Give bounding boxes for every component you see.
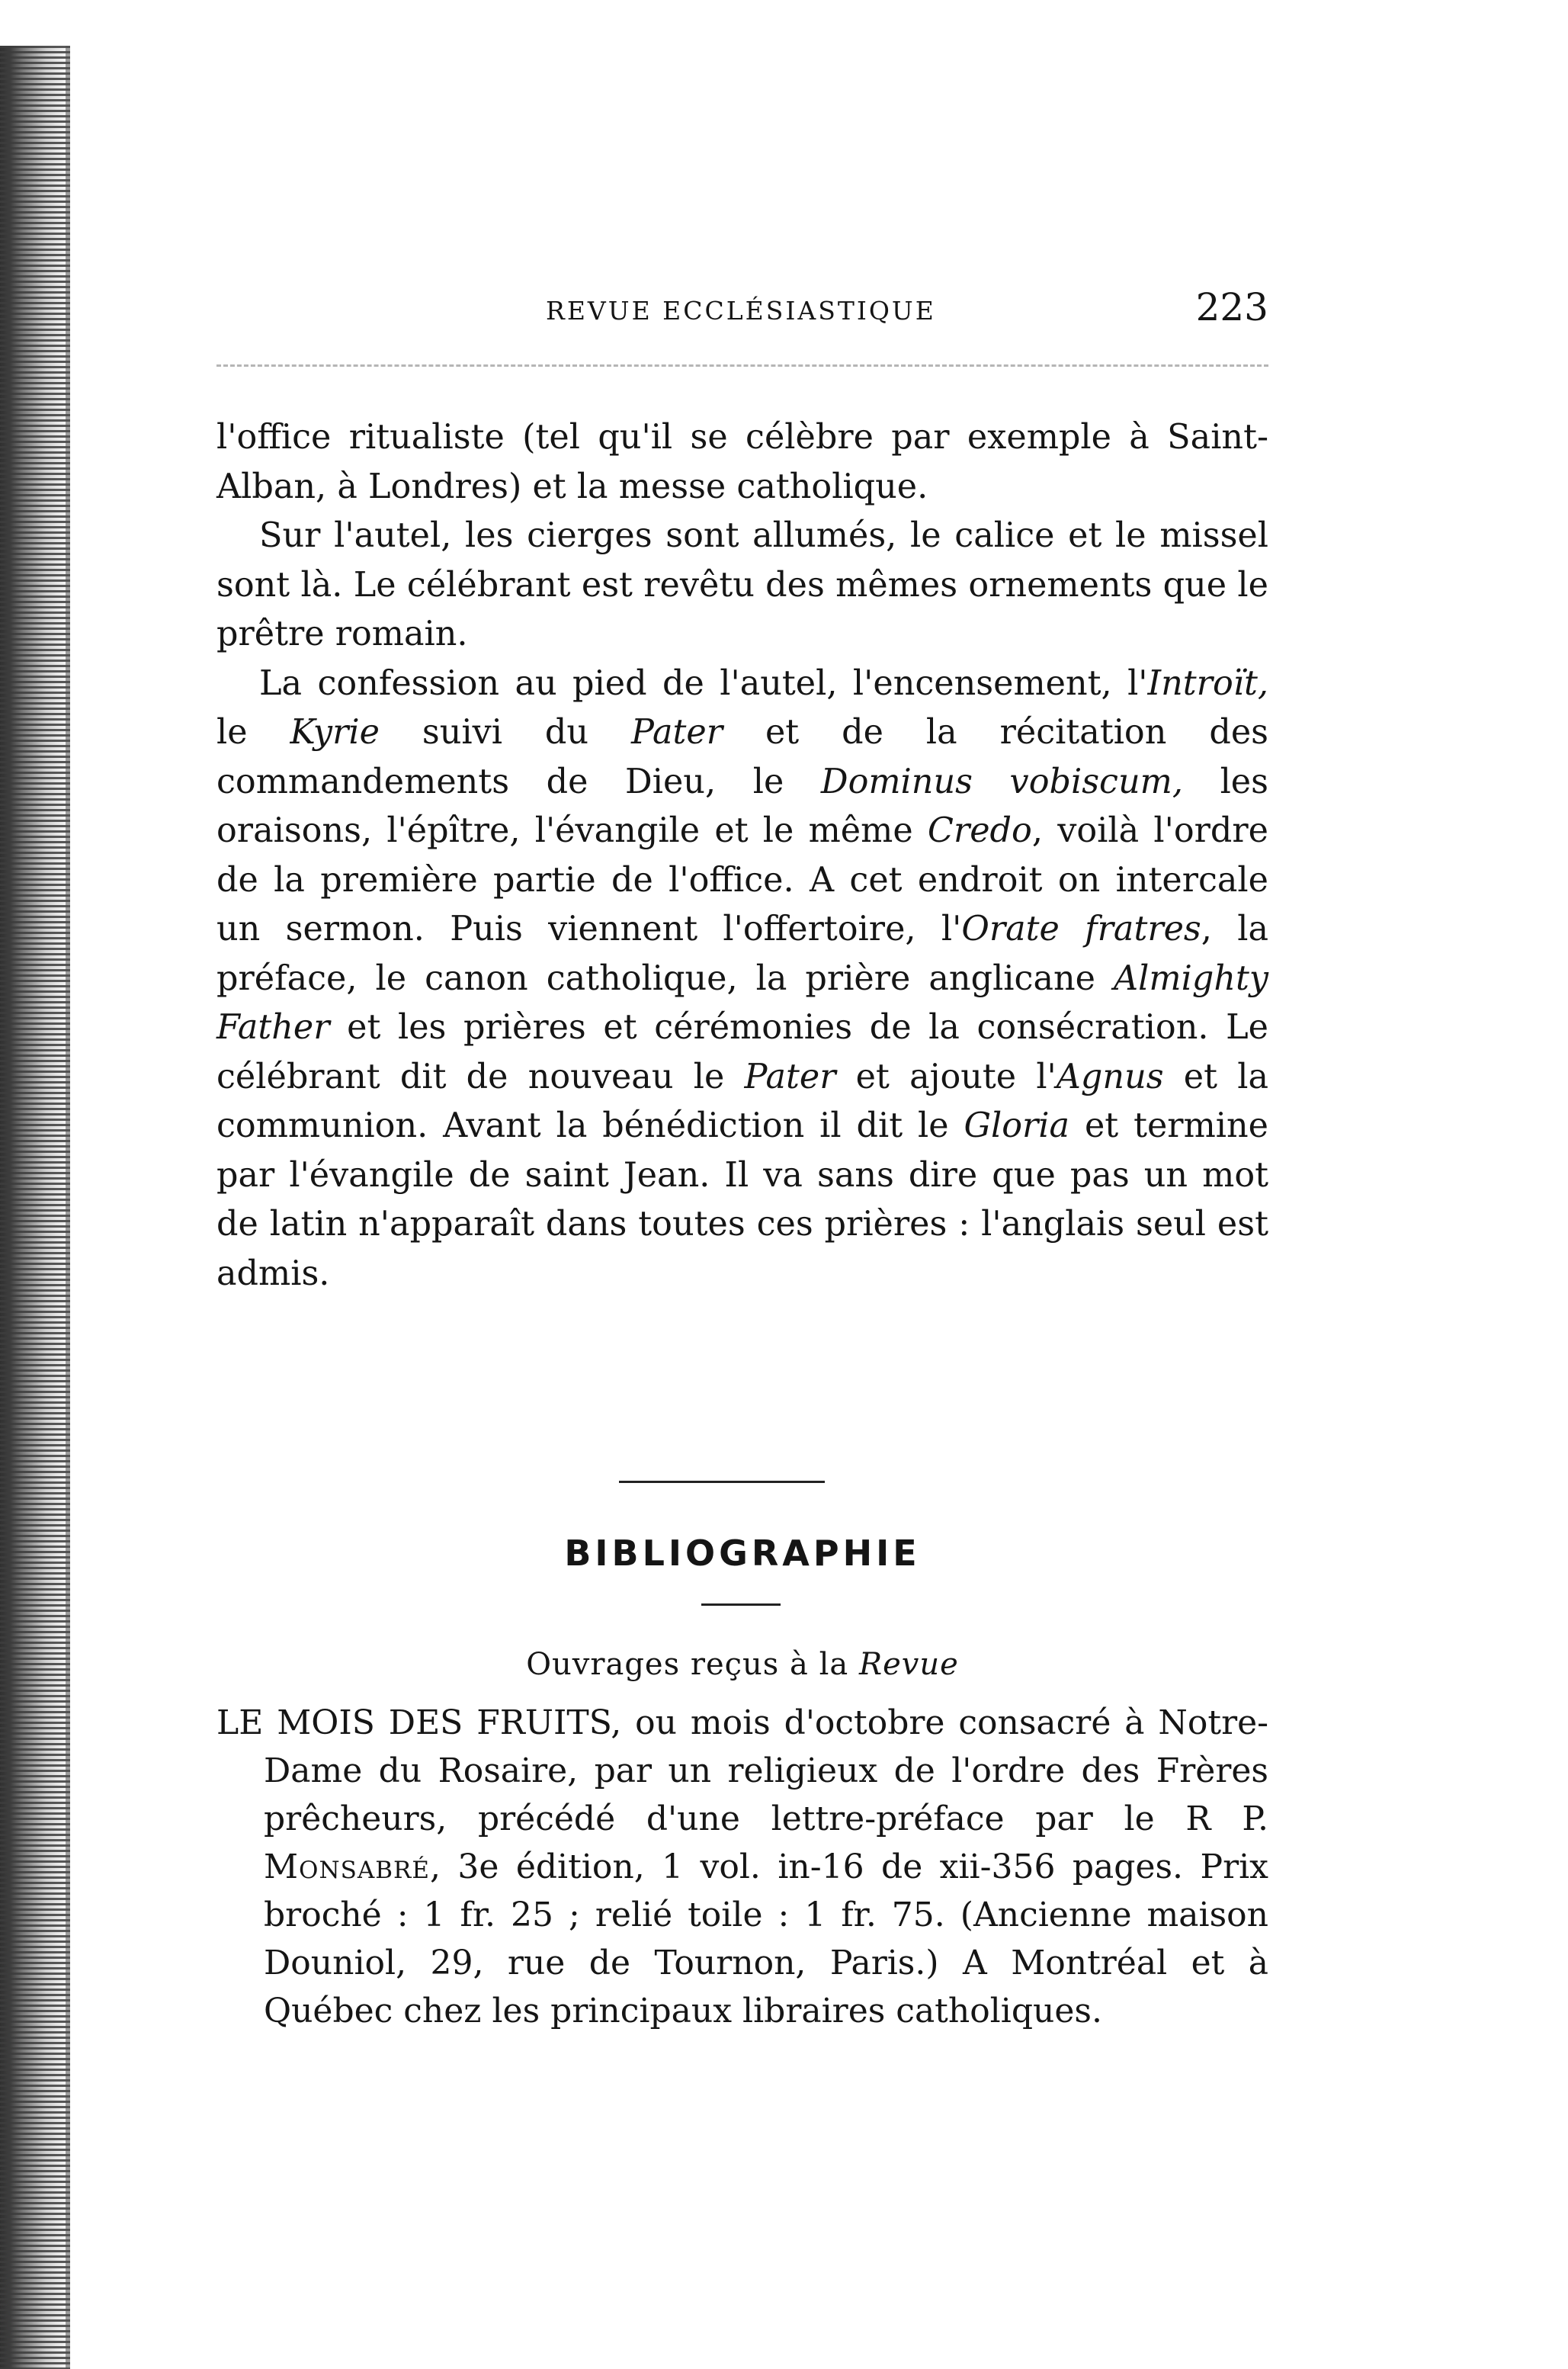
english-term-almighty-father: Almighty Father xyxy=(216,958,1268,1047)
latin-term-kyrie: Kyrie xyxy=(290,713,380,752)
book-binding-edge xyxy=(0,46,70,2369)
section-subheading xyxy=(216,1647,1268,1682)
text-run: et la communion. Avant la bénédiction il dit le xyxy=(216,1057,1268,1145)
paragraph-1-text: l'office ritualiste (tel qu'il se célèbre par exemple à Saint-Alban, à Londres) et la messe catholique. xyxy=(216,418,1268,506)
latin-term-pater: Pater xyxy=(744,1057,836,1096)
text-run: et ajoute l' xyxy=(835,1057,1057,1096)
latin-term-introit: Introït, xyxy=(1147,663,1268,703)
text-run: et les prières et cérémonies de la consécration. Le célébrant dit de nouveau le xyxy=(216,1008,1268,1096)
title-divider xyxy=(701,1603,781,1606)
preface-author: Monsabré xyxy=(264,1847,430,1886)
bibliography-entry xyxy=(216,1699,1268,2035)
header-rule xyxy=(216,364,1268,367)
book-title: LE MOIS DES FRUITS xyxy=(216,1703,611,1742)
latin-term-dominus-vobiscum: Dominus vobiscum, xyxy=(820,762,1183,801)
running-header xyxy=(216,285,1268,335)
section-divider xyxy=(619,1481,825,1483)
text-run: et termine par l'évangile de saint Jean. Il va sans dire que pas un mot de latin n'apparaît dans toutes ces prières : l'anglais seul est admis. xyxy=(216,1106,1268,1293)
main-text xyxy=(216,413,1268,1298)
paragraph-3 xyxy=(216,660,1268,1299)
entry-text: , ou mois d'octobre consacré à Notre-Dame du Rosaire, par un religieux de l'ordre des Frères prêcheurs, précédé d'une lettre-préface par le R P. xyxy=(264,1703,1269,1838)
latin-term-agnus: Agnus xyxy=(1056,1057,1164,1096)
section-title: BIBLIOGRAPHIE xyxy=(564,1533,921,1574)
subheading-text: Ouvrages reçus à la xyxy=(526,1647,859,1682)
latin-term-gloria: Gloria xyxy=(964,1106,1070,1145)
text-run: La confession au pied de l'autel, l'encensement, l' xyxy=(259,663,1148,703)
paragraph-1 xyxy=(216,413,1268,512)
latin-term-credo: Credo xyxy=(927,811,1032,850)
latin-term-pater: Pater xyxy=(631,713,723,752)
paragraph-2 xyxy=(216,512,1268,660)
text-run: suivi du xyxy=(379,713,632,752)
latin-term-orate-fratres: Orate fratres xyxy=(961,910,1201,949)
entry-text: , 3e édition, 1 vol. in-16 de xii-356 pages. Prix broché : 1 fr. 25 ; relié toile : 1 fr. 75. (Ancienne maison Douniol, 29, rue de Tournon, Paris.) A Montréal et à Québec chez les principaux libraires catholiques. xyxy=(264,1847,1268,2030)
text-run: le xyxy=(216,713,290,752)
text-run: et de la récitation des commandements de Dieu, le xyxy=(216,713,1268,801)
text-run: , voilà l'ordre de la première partie de l'office. A cet endroit on intercale un sermon. Puis viennent l'offertoire, l' xyxy=(216,811,1268,949)
page-number: 223 xyxy=(1195,285,1268,329)
subheading-revue: Revue xyxy=(858,1647,959,1682)
paragraph-2-text: Sur l'autel, les cierges sont allumés, le calice et le missel sont là. Le célébrant est revêtu des mêmes ornements que le prêtre romain. xyxy=(216,516,1268,653)
text-run: , la préface, le canon catholique, la prière anglicane xyxy=(216,910,1268,998)
text-run: les oraisons, l'épître, l'évangile et le même xyxy=(216,762,1268,850)
running-title: REVUE ECCLÉSIASTIQUE xyxy=(546,296,936,326)
